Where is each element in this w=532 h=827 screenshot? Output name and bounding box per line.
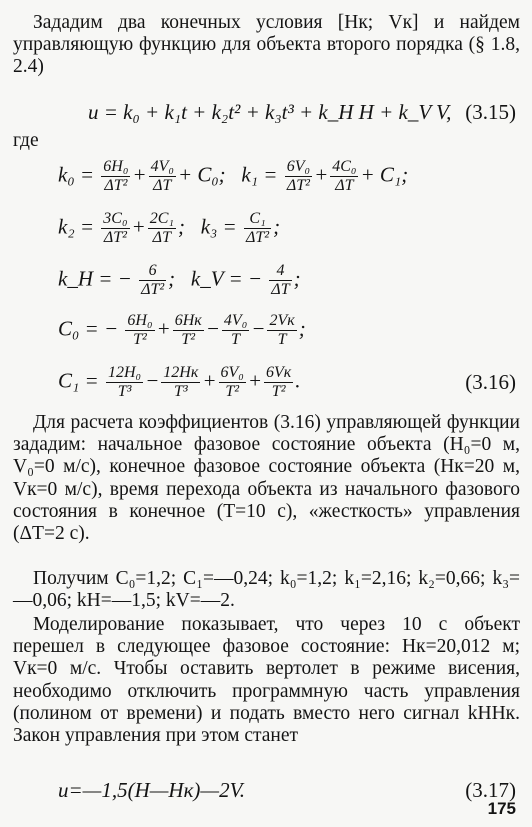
k1-lhs: k₁ =: [241, 162, 278, 187]
k0-frac2: $\frac{\text{4V₀}}{\Delta T}$: [150, 158, 174, 194]
k0-lhs: k₀ =: [58, 162, 95, 187]
kV-frac: $\frac{4}{\Delta T}$: [271, 262, 290, 298]
kV-lhs: k_V = −: [190, 266, 263, 291]
k2-lhs: k₂ =: [58, 214, 95, 239]
k3-frac1: $\frac{\text{C₁}}{\text{ΔT²}}$: [245, 210, 270, 246]
k3-lhs: k₃ =: [200, 214, 237, 239]
equation-3-17-label: (3.17): [465, 778, 516, 802]
results-paragraph: Получим C₀=1,2; C₁=—0,24; k₀=1,2; k₁=2,16; k₂=0,66; k₃=—0,06; kH=—1,5; kV=—2.: [13, 568, 520, 612]
k2-k3-definitions: k₂ = $\frac{\text{3C₀}}{\text{ΔT²}}$ + $\frac{\text{2C₁}}{\Delta T}$ ; k₃ = $\frac{\text{C₁}}{\text{ΔT²}}$ ;: [58, 210, 281, 246]
equation-3-15-expr: u = k₀ + k₁t + k₂t² + k₃t³ + k_H H + k_V V,: [88, 100, 452, 124]
k1-frac1: $\frac{\text{6V₀}}{\text{ΔT²}}$: [286, 158, 311, 194]
kH-frac: $\frac{6}{\text{ΔT²}}$: [141, 262, 165, 298]
equation-3-15-label: (3.15): [465, 100, 516, 124]
page-number: 175: [487, 799, 516, 818]
parameters-paragraph: Для расчета коэффициентов (3.16) управляющей функции зададим: начальное фазовое состояние объекта (H₀=0 м, V₀=0 м/с), конечное фазовое состояние объекта (Hк=20 м, Vк=0 м/с), время перехода объекта из начального фазового состояния в конечное (T=10 с), «жесткость» управления (ΔT=2 с).: [13, 412, 520, 545]
equation-3-17: [58, 778, 245, 802]
kH-lhs: k_H = −: [58, 266, 132, 291]
intro-paragraph: Зададим два конечных условия [Hк; Vк] и найдем управляющую функцию для объекта второго порядка (§ 1.8, 2.4): [13, 12, 520, 78]
where-word: где: [13, 130, 39, 151]
k0-k1-definitions: k₀ = $\frac{\text{6H₀}}{\text{ΔT²}}$ + $\frac{\text{4V₀}}{\Delta T}$ + C₀; k₁ = $\frac{\text{6V₀}}{\text{ΔT²}}$ + $\frac{\text{4C₀}}{\Delta T}$ + C₁;: [58, 158, 409, 194]
k2-frac1: $\frac{\text{3C₀}}{\text{ΔT²}}$: [103, 210, 128, 246]
equation-3-16-label: (3.16): [465, 370, 516, 394]
k0-frac1: $\frac{\text{6H₀}}{\text{ΔT²}}$: [103, 158, 129, 194]
C1-lhs: C₁ =: [58, 368, 99, 393]
C0-lhs: C₀ = −: [58, 316, 119, 341]
kH-kV-definitions: k_H = − $\frac{6}{\text{ΔT²}}$ ; k_V = − $\frac{4}{\Delta T}$ ;: [58, 262, 301, 298]
C0-definition: C₀ = − $\frac{\text{6H₀}}{\text{T²}}$ + $\frac{6Hк}{\text{T²}}$ − $\frac{\text{4V₀}}{T}$ − $\frac{2Vк}{T}$ ;: [58, 312, 306, 348]
k2-frac2: $\frac{\text{2C₁}}{\Delta T}$: [149, 210, 174, 246]
k1-frac2: $\frac{\text{4C₀}}{\Delta T}$: [332, 158, 357, 194]
equation-3-15: [88, 100, 451, 124]
equation-3-17-expr: u=—1,5(H—Hк)—2V.: [58, 778, 245, 802]
C1-definition: C₁ = $\frac{\text{12H₀}}{\text{T³}}$ − $\frac{12Hк}{\text{T³}}$ + $\frac{\text{6V₀}}{\text{T²}}$ + $\frac{6Vк}{\text{T²}}$ .: [58, 364, 301, 400]
simulation-paragraph: Моделирование показывает, что через 10 с объект перешел в следующее фазовое состояние: Hк=20,012 м; Vк=0 м/с. Чтобы оставить вертолет в режиме висения, необходимо отключить программную часть управления (полином от времени) и подать вместо него сигнал kHHк. Закон управления при этом станет: [13, 614, 520, 747]
